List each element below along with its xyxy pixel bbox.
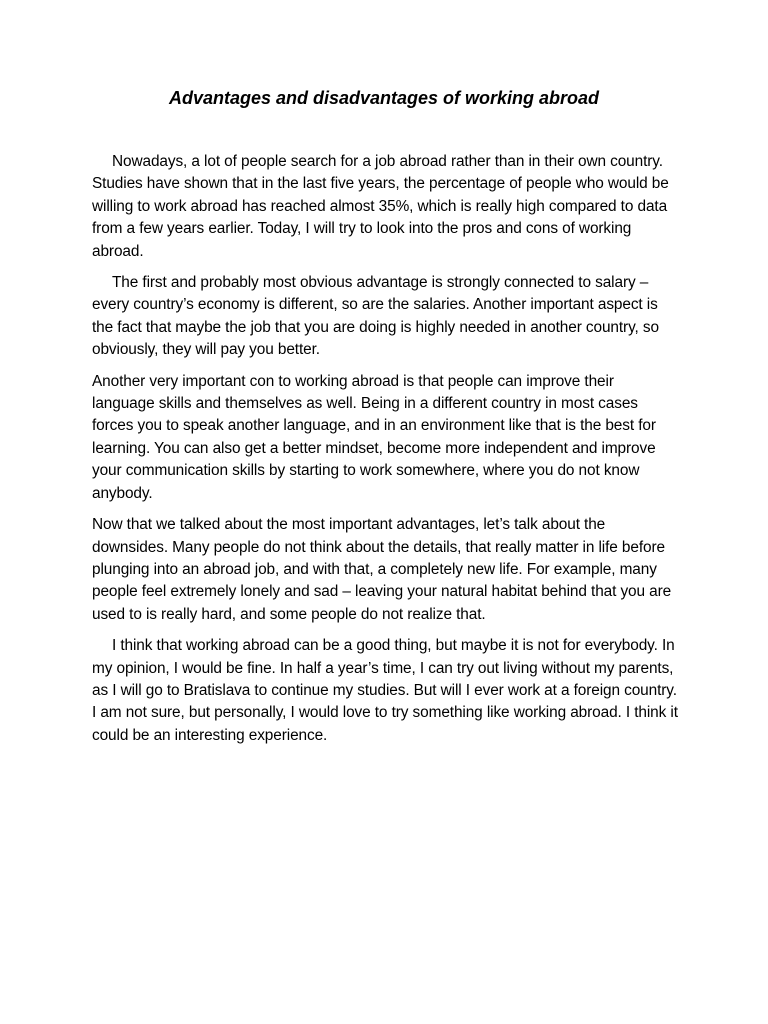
paragraph-language-skills: Another very important con to working abroad is that people can improve their language skills and themselves as well. Being in a different country in most cases forces you to speak another language, and in an environment like that is the best for learning. You can also get a better mindset, become more independent and improve your communication skills by starting to work somewhere, where you do not know anybody. (92, 372, 656, 502)
document-body (92, 151, 678, 756)
paragraph-downsides: Now that we talked about the most important advantages, let’s talk about the downsides. Many people do not think about the details, that really matter in life before plunging into an abroad job, and with that, a completely new life. For example, many people feel extremely lonely and sad – leaving your natural habitat behind that you are used to is really hard, and some people do not realize that. (92, 516, 672, 623)
paragraph-intro: Nowadays, a lot of people search for a job abroad rather than in their own country. Studies have shown that in the last five years, the percentage of people who would be willing to work abroad has reached almost 35%, which is really high compared to data from a few years earlier. Today, I will try to look into the pros and cons of working abroad. (92, 153, 669, 260)
paragraph-salary: The first and probably most obvious advantage is strongly connected to salary – every country’s economy is different, so are the salaries. Another important aspect is the fact that maybe the job that you are doing is highly needed in another country, so obviously, they will pay you better. (92, 274, 659, 359)
document-title: Advantages and disadvantages of working abroad (168, 88, 600, 108)
paragraph-conclusion: I think that working abroad can be a good thing, but maybe it is not for everybody. In my opinion, I would be fine. In half a year’s time, I can try out living without my parents, as I will go to Bratislava to continue my studies. But will I ever work at a foreign country. I am not sure, but personally, I would love to try something like working abroad. I think it could be an interesting experience. (92, 637, 678, 744)
